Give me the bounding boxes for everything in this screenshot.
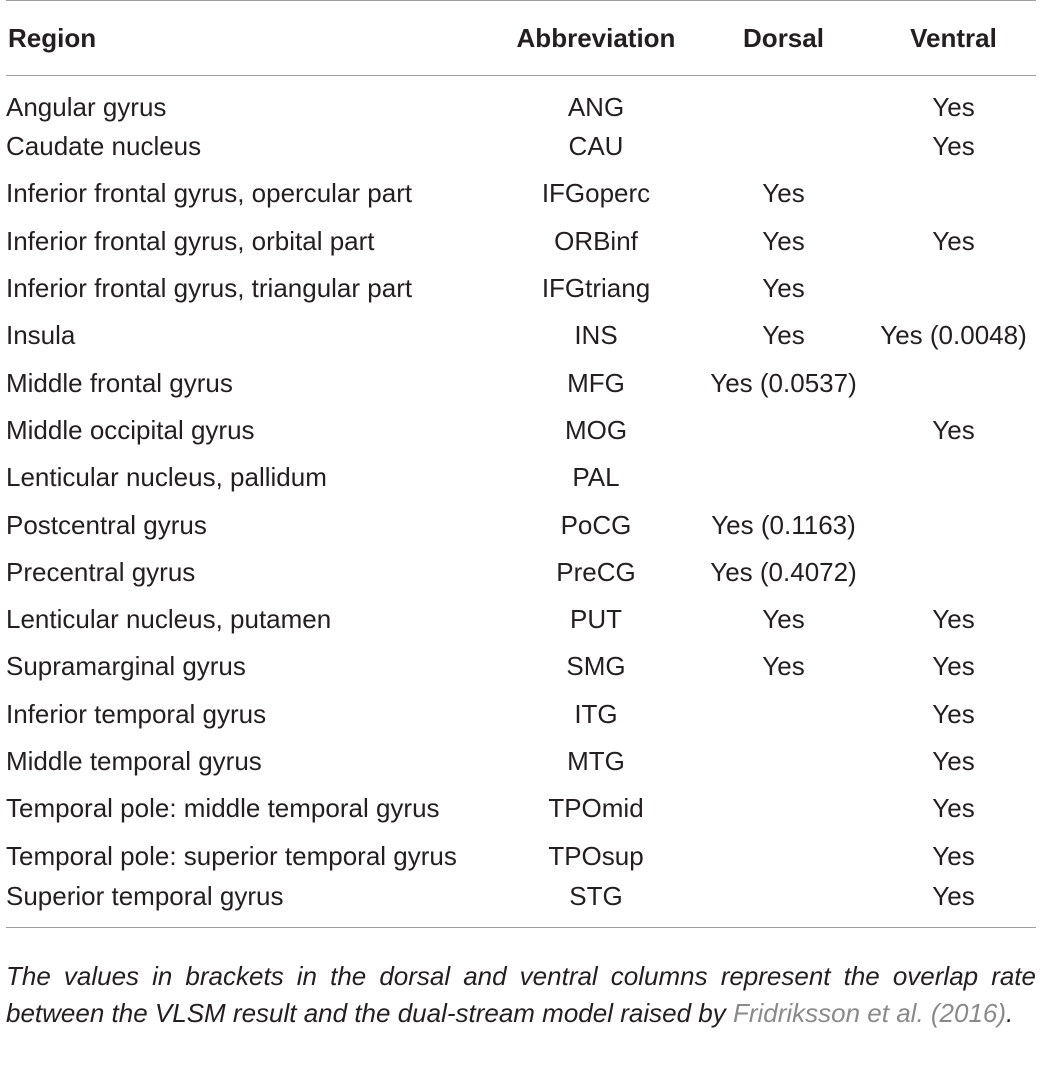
table-row — [6, 123, 1036, 170]
region-table — [6, 0, 1036, 928]
table-row — [6, 454, 1036, 501]
cell-abbreviation: MOG — [564, 414, 628, 445]
cell-region: Postcentral gyrus — [6, 509, 207, 540]
table-row — [6, 643, 1036, 690]
header-region: Region — [8, 22, 97, 53]
cell-abbreviation: STG — [569, 880, 623, 911]
table-row — [6, 76, 1036, 124]
table-row — [6, 407, 1036, 454]
table-row — [6, 218, 1036, 265]
cell-dorsal — [696, 832, 871, 879]
cell-region: Middle temporal gyrus — [6, 746, 262, 776]
cell-ventral: Yes — [932, 92, 975, 122]
cell-region: Inferior frontal gyrus, triangular part — [6, 273, 413, 304]
cell-abbreviation: PUT — [570, 604, 622, 635]
cell-ventral: Yes — [932, 746, 975, 776]
table-row — [6, 691, 1036, 738]
region-table-container — [6, 0, 1036, 928]
header-row — [6, 1, 1036, 76]
cell-region: Middle frontal gyrus — [6, 367, 233, 398]
footnote-end: . — [1006, 998, 1014, 1028]
cell-region: Angular gyrus — [6, 92, 167, 122]
table-row — [6, 359, 1036, 406]
header-abbreviation: Abbreviation — [516, 22, 676, 53]
cell-region: Insula — [6, 320, 76, 351]
cell-dorsal: Yes — [762, 320, 805, 351]
cell-dorsal: Yes — [762, 604, 805, 635]
cell-ventral: Yes — [932, 225, 975, 256]
table-row — [6, 501, 1036, 548]
footnote-citation-link[interactable]: Fridriksson et al. (2016) — [732, 998, 1007, 1028]
cell-dorsal: Yes (0.4072) — [710, 556, 857, 587]
cell-dorsal — [696, 691, 871, 738]
cell-abbreviation: SMG — [566, 651, 626, 682]
cell-region: Inferior frontal gyrus, opercular part — [6, 178, 413, 209]
cell-dorsal — [696, 76, 871, 124]
cell-abbreviation: PAL — [572, 462, 620, 493]
cell-dorsal — [696, 407, 871, 454]
table-row — [6, 265, 1036, 312]
cell-ventral — [871, 501, 1036, 548]
cell-dorsal: Yes — [762, 273, 805, 304]
cell-abbreviation: PreCG — [556, 556, 636, 587]
header-ventral: Ventral — [910, 22, 997, 53]
cell-abbreviation: ANG — [567, 92, 625, 122]
cell-region: Inferior temporal gyrus — [6, 698, 267, 729]
cell-abbreviation: MTG — [567, 746, 625, 776]
cell-ventral: Yes — [932, 793, 975, 824]
cell-ventral — [871, 359, 1036, 406]
cell-abbreviation: MFG — [567, 367, 625, 398]
cell-ventral — [871, 265, 1036, 312]
cell-ventral: Yes — [932, 880, 975, 911]
cell-region: Temporal pole: superior temporal gyrus — [6, 840, 457, 871]
table-row — [6, 738, 1036, 785]
table-header — [6, 1, 1036, 76]
cell-dorsal — [696, 785, 871, 832]
cell-abbreviation: ITG — [574, 698, 618, 729]
table-footnote — [6, 958, 1036, 1032]
table-body — [6, 76, 1036, 928]
cell-region: Lenticular nucleus, pallidum — [6, 462, 327, 493]
cell-dorsal: Yes — [762, 178, 805, 209]
cell-dorsal: Yes — [762, 651, 805, 682]
cell-abbreviation: IFGtriang — [541, 273, 651, 304]
cell-region: Temporal pole: middle temporal gyrus — [6, 793, 440, 824]
table-row — [6, 832, 1036, 879]
cell-dorsal — [696, 123, 871, 170]
cell-ventral: Yes — [932, 651, 975, 682]
cell-ventral: Yes — [932, 840, 975, 871]
cell-ventral: Yes — [932, 604, 975, 635]
cell-ventral: Yes — [932, 698, 975, 729]
cell-abbreviation: CAU — [568, 131, 624, 162]
cell-dorsal — [696, 738, 871, 785]
cell-region: Middle occipital gyrus — [6, 414, 255, 445]
cell-region: Superior temporal gyrus — [6, 880, 284, 911]
header-dorsal: Dorsal — [743, 22, 824, 53]
cell-ventral: Yes (0.0048) — [880, 320, 1027, 351]
cell-abbreviation: ORBinf — [554, 225, 638, 256]
cell-abbreviation: IFGoperc — [541, 178, 651, 209]
cell-ventral — [871, 170, 1036, 217]
cell-region: Inferior frontal gyrus, orbital part — [6, 225, 375, 256]
cell-dorsal: Yes — [762, 225, 805, 256]
cell-abbreviation: INS — [574, 320, 618, 351]
cell-abbreviation: TPOmid — [548, 793, 644, 824]
cell-region: Caudate nucleus — [6, 131, 202, 162]
table-row — [6, 596, 1036, 643]
table-row — [6, 880, 1036, 927]
cell-ventral: Yes — [932, 131, 975, 162]
cell-ventral: Yes — [932, 414, 975, 445]
cell-dorsal — [696, 880, 871, 927]
table-row — [6, 312, 1036, 359]
cell-region: Precentral gyrus — [6, 556, 196, 587]
table-row — [6, 785, 1036, 832]
cell-dorsal: Yes (0.0537) — [710, 367, 857, 398]
cell-region: Lenticular nucleus, putamen — [6, 604, 332, 635]
cell-abbreviation: TPOsup — [548, 840, 644, 871]
cell-ventral — [871, 454, 1036, 501]
cell-abbreviation: PoCG — [560, 509, 632, 540]
table-row — [6, 549, 1036, 596]
table-row — [6, 170, 1036, 217]
cell-region: Supramarginal gyrus — [6, 651, 246, 682]
cell-dorsal: Yes (0.1163) — [711, 509, 856, 540]
cell-ventral — [871, 549, 1036, 596]
cell-dorsal — [696, 454, 871, 501]
footnote-text: The values in brackets in the dorsal and ventral columns represent the overlap rate between the VLSM result and the dual-stream model raised by — [6, 961, 1036, 1028]
